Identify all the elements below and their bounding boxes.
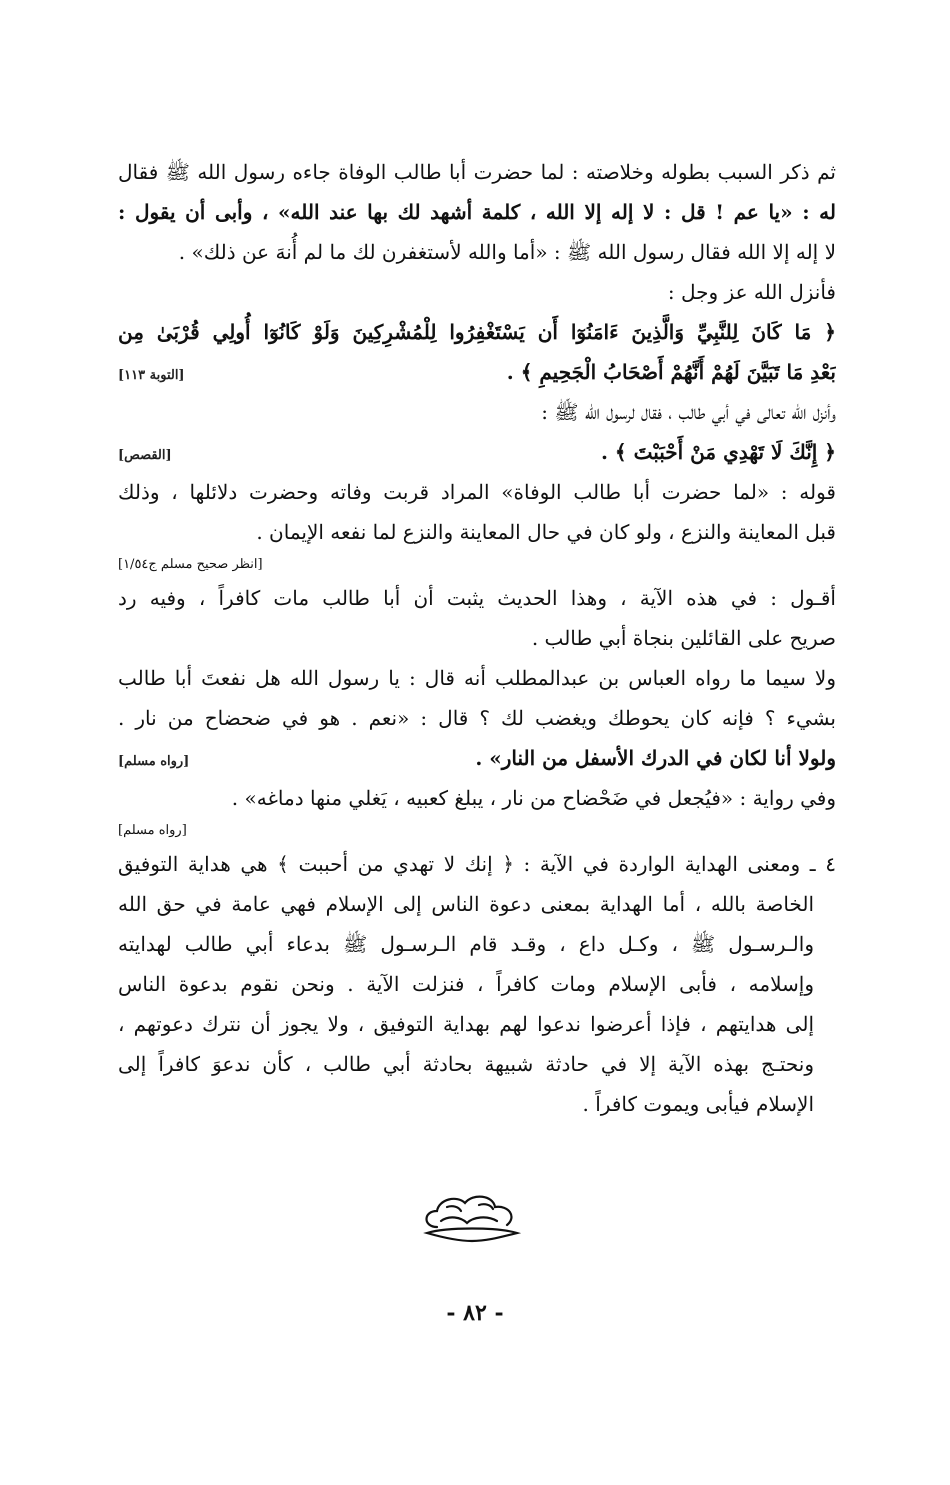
- text-line: ثم ذكر السبب بطوله وخلاصته : لما حضرت أبا طالب الوفاة جاءه رسول الله ﷺ فقال: [118, 160, 836, 184]
- text-line: ولولا أنا لكان في الدرك الأسفل من النار» . [رواه مسلم]: [118, 738, 836, 778]
- quran-verse-line: ﴿ إِنَّكَ لَا تَهْدِي مَنْ أَحْبَبْتَ ﴾ . [القصص]: [118, 432, 836, 472]
- page-number: - ٨٢ -: [446, 1300, 504, 1326]
- text-line: وفي رواية : «فيُجعل في ضَحْضاح من نار ، يبلغ كعبيه ، يَغلي منها دماغه» .: [231, 786, 836, 810]
- text-line: قبل المعاينة والنزع ، ولو كان في حال المعاينة والنزع لما نفعه الإيمان .: [256, 520, 836, 544]
- verse-reference: [التوبة ١١٣]: [118, 368, 185, 383]
- text-line: قوله : «لما حضرت أبا طالب الوفاة» المراد قربت وفاته وحضرت دلائلها ، وذلك: [118, 480, 836, 504]
- source-reference: [انظر صحيح مسلم ج١/٥٤]: [118, 557, 263, 572]
- text-line: له : «يا عم ! قل : لا إله إلا الله ، كلمة أشهد لك بها عند الله» ، وأبى أن يقول :: [118, 200, 836, 224]
- text-line: أقـول : في هذه الآية ، وهذا الحديث يثبت أن أبا طالب مات كافراً ، وفيه رد: [118, 586, 836, 610]
- text-line: ونحتـج بهذه الآية إلا في حادثة شبيهة بحادثة أبي طالب ، كأن ندعوَ كافراً إلى: [118, 1052, 814, 1076]
- text-line: لا إله إلا الله فقال رسول الله ﷺ : «أما والله لأستغفرن لك ما لم أُنهَ عن ذلك» .: [178, 240, 836, 264]
- decorative-ornament-icon: [417, 1187, 527, 1249]
- text-line: وأنزل الله تعالى في أبي طالب ، فقال لرسول الله ﷺ :: [541, 400, 836, 424]
- text-line: الإسلام فيأبى ويموت كافراً .: [582, 1092, 814, 1116]
- hadith-reference: [رواه مسلم]: [118, 823, 187, 838]
- text-line: وإسلامه ، فأبى الإسلام ومات كافراً ، فنزلت الآية . ونحن نقوم بدعوة الناس: [118, 972, 814, 996]
- numbered-point-line: ٤ ـ ومعنى الهداية الواردة في الآية : ﴿ إنك لا تهدي من أحببت ﴾ هي هداية التوفيق: [118, 852, 836, 876]
- text-line: فأنزل الله عز وجل :: [667, 280, 836, 304]
- text-line: صريح على القائلين بنجاة أبي طالب .: [531, 626, 836, 650]
- verse-reference: [القصص]: [118, 448, 172, 463]
- text-line: بشيء ؟ فإنه كان يحوطك ويغضب لك ؟ قال : «نعم . هو في ضحضاح من نار .: [118, 706, 836, 730]
- page-body: [118, 152, 836, 1124]
- hadith-reference: [رواه مسلم]: [118, 754, 190, 769]
- text-line: الخاصة بالله ، أما الهداية بمعنى دعوة الناس إلى الإسلام فهي عامة في حق الله: [118, 892, 814, 916]
- quran-verse-line: بَعْدِ مَا تَبَيَّنَ لَهُمْ أَنَّهُمْ أَصْحَابُ الْجَحِيمِ ﴾ . [التوبة ١١٣]: [118, 352, 836, 392]
- quran-verse-line: ﴿ مَا كَانَ لِلنَّبِيِّ وَالَّذِينَ ءَامَنُوٓا أَن يَسْتَغْفِرُوا لِلْمُشْرِكِينَ وَلَوْ كَانُوٓا أُولِي قُرْبَىٰ مِن: [118, 320, 836, 344]
- text-line: ولا سيما ما رواه العباس بن عبدالمطلب أنه قال : يا رسول الله هل نفعتَ أبا طالب: [118, 666, 836, 690]
- text-line: والـرسـول ﷺ ، وكـل داع ، وقـد قام الـرسـول ﷺ بدعاء أبي طالب لهدايته: [118, 932, 814, 956]
- text-line: إلى هدايتهم ، فإذا أعرضوا ندعوا لهم بهداية التوفيق ، ولا يجوز أن نترك دعوتهم ،: [118, 1012, 814, 1036]
